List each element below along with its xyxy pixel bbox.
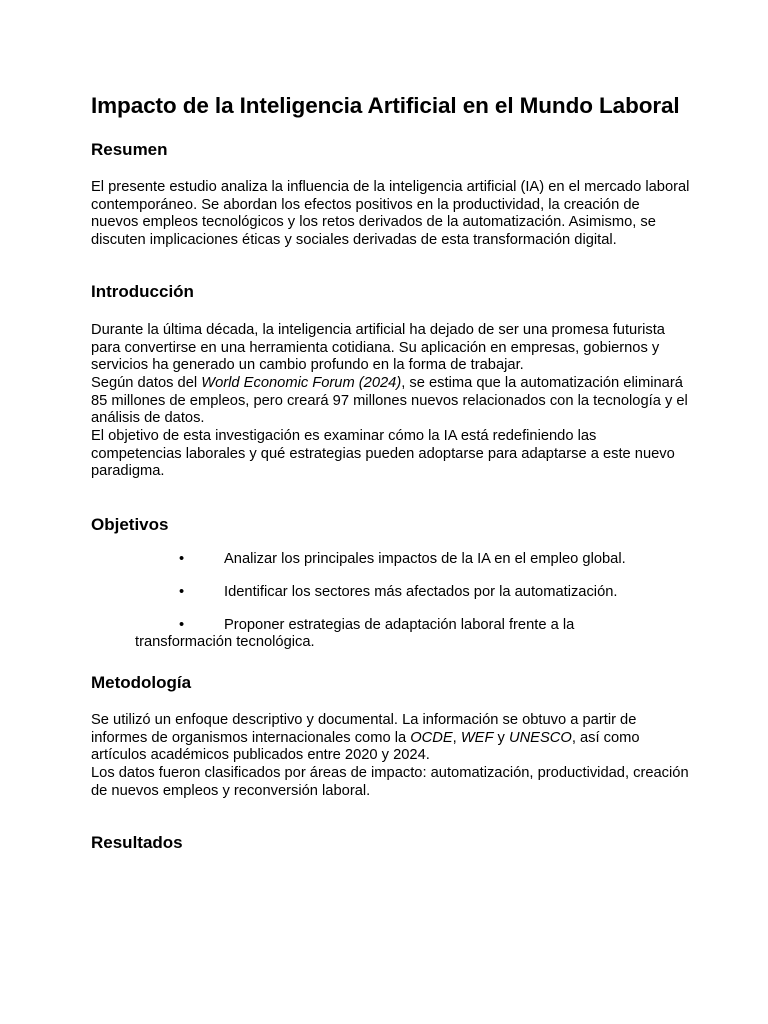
heading-objetivos: Objetivos bbox=[91, 515, 169, 535]
org-unesco: UNESCO bbox=[508, 729, 572, 746]
intro-source: World Economic Forum (2024) bbox=[201, 374, 402, 391]
met-text-pre: Se utilizó un enfoque descriptivo y documental. La información se obtuvo a partir de informes de organismos internacionales como la bbox=[91, 711, 637, 746]
paragraph-introduccion bbox=[91, 322, 691, 481]
document-title: Impacto de la Inteligencia Artificial en el Mundo Laboral bbox=[91, 93, 680, 118]
intro-line-2-post: , se estima que la automatización eliminará 85 millones de empleos, pero creará 97 millones nuevos relacionados con la tecnología y el análisis de datos. bbox=[91, 374, 688, 427]
paragraph-resumen: El presente estudio analiza la influencia de la inteligencia artificial (IA) en el mercado laboral contemporáneo. Se abordan los efectos positivos en la productividad, la creación de nuevos empleos tecnológicos y los retos derivados de la automatización. Asimismo, se discuten implicaciones éticas y sociales derivadas de esta transformación digital. bbox=[91, 179, 690, 249]
bullet: • bbox=[179, 583, 185, 600]
heading-introduccion: Introducción bbox=[91, 281, 194, 301]
objective-text: Proponer estrategias de adaptación laboral frente a la bbox=[224, 616, 575, 633]
document-page bbox=[91, 92, 691, 854]
heading-metodologia: Metodología bbox=[91, 672, 192, 692]
objective-text: Identificar los sectores más afectados por la automatización. bbox=[224, 583, 618, 600]
met-text-2: Los datos fueron clasificados por áreas de impacto: automatización, productividad, creación de nuevos empleos y reconversión laboral. bbox=[91, 765, 689, 799]
objective-text-continued: transformación tecnológica. bbox=[135, 634, 315, 651]
list-item bbox=[91, 551, 691, 569]
met-text-post: , así como artículos académicos publicados entre 2020 y 2024. bbox=[91, 729, 640, 764]
paragraph-metodologia bbox=[91, 712, 691, 801]
org-wef: WEF bbox=[460, 729, 494, 746]
objective-text: Analizar los principales impactos de la IA en el empleo global. bbox=[224, 551, 626, 568]
heading-resultados: Resultados bbox=[91, 833, 183, 853]
list-item bbox=[91, 617, 691, 652]
intro-line-3: El objetivo de esta investigación es examinar cómo la IA está redefiniendo las competencias laborales y qué estrategias pueden adoptarse para adaptarse a este nuevo paradigma. bbox=[91, 428, 675, 480]
objectives-list bbox=[91, 551, 691, 652]
bullet: • bbox=[179, 616, 185, 633]
bullet: • bbox=[179, 551, 185, 568]
heading-resumen: Resumen bbox=[91, 140, 168, 159]
met-sep-2: y bbox=[493, 729, 509, 746]
intro-line-1: Durante la última década, la inteligencia artificial ha dejado de ser una promesa futurista para convertirse en una herramienta cotidiana. Su aplicación en empresas, gobiernos y servicios ha generado un cambio profundo en la forma de trabajar. bbox=[91, 321, 665, 374]
org-ocde: OCDE bbox=[410, 729, 453, 746]
intro-line-2-pre: Según datos del bbox=[91, 374, 202, 391]
met-sep-1: , bbox=[452, 729, 461, 746]
list-item bbox=[91, 584, 691, 602]
